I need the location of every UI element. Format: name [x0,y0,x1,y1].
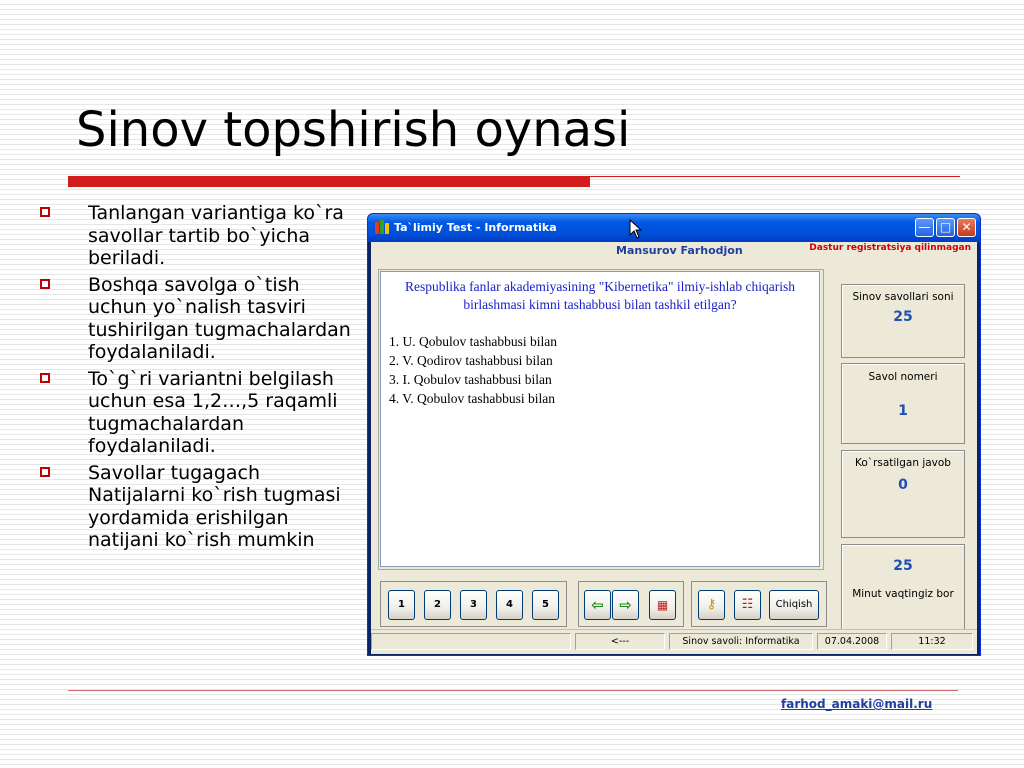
bullet-square-icon [40,207,50,217]
books-button[interactable] [734,590,761,620]
user-name: Mansurov Farhodjon [616,244,743,257]
time-remaining-value: 25 [893,558,913,574]
window-title: Ta`limiy Test - Informatika [394,221,557,234]
title-rule [590,176,960,177]
shown-answer-box [841,450,965,538]
time-remaining-label: Minut vaqtingiz bor [852,588,954,600]
answer-button-2[interactable]: 2 [424,590,451,620]
answer-button-1[interactable]: 1 [388,590,415,620]
bullet-square-icon [40,279,50,289]
maximize-button[interactable]: □ [936,218,955,237]
next-question-button[interactable] [612,590,639,620]
bullet-item [40,368,362,458]
test-window [367,213,981,656]
bullet-text: Boshqa savolga o`tish uchun yo`nalish tasviri tushirilgan tugmachalardan foydalaniladi. [88,273,351,363]
status-subject: Sinov savoli: Informatika [669,633,813,650]
close-button[interactable]: ✕ [957,218,976,237]
app-icon [375,220,389,234]
bullet-square-icon [40,373,50,383]
window-client [371,242,977,654]
bullet-list [40,202,362,556]
mouse-cursor-icon [629,219,643,239]
bullet-item [40,274,362,364]
minimize-button[interactable]: — [915,218,934,237]
bullet-text: To`g`ri variantni belgilash uchun esa 1,2…,5 raqamli tugmachalardan foydalaniladi. [88,367,338,457]
shown-answer-label: Ko`rsatilgan javob [855,457,951,469]
total-questions-value: 25 [893,309,913,325]
answer-option: 3. I. Qobulov tashabbusi bilan [389,372,552,387]
answer-option: 2. V. Qodirov tashabbusi bilan [389,353,553,368]
chart-icon: ▦ [656,598,669,612]
time-remaining-box [841,544,965,632]
status-bar [371,629,977,654]
question-number-label: Savol nomeri [868,371,938,383]
bullet-text: Savollar tugagach Natijalarni ko`rish tugmasi yordamida erishilgan natijani ko`rish mumkin [88,461,341,551]
answer-button-3[interactable]: 3 [460,590,487,620]
previous-question-button[interactable] [584,590,611,620]
status-date: 07.04.2008 [817,633,887,650]
question-text: Respublika fanlar akademiyasining "Kibernetika" ilmiy-ishlab chiqarish birlashmasi kimni tashabbusi bilan tashkil etilgan? [404,279,796,312]
window-titlebar[interactable] [368,214,980,242]
status-cell-empty [371,633,571,650]
answer-button-4[interactable]: 4 [496,590,523,620]
question-number-box [841,363,965,444]
books-icon: ☷ [741,597,754,612]
key-button[interactable] [698,590,725,620]
total-questions-box [841,284,965,358]
arrow-left-icon: ⇦ [591,596,604,614]
arrow-right-icon: ⇨ [619,596,632,614]
question-area [380,271,820,567]
answer-option: 4. V. Qobulov tashabbusi bilan [389,391,556,406]
question-number-value: 1 [898,403,908,419]
footer-rule [68,690,958,691]
results-chart-button[interactable] [649,590,676,620]
status-time: 11:32 [891,633,973,650]
bullet-item [40,202,362,270]
answer-button-5[interactable]: 5 [532,590,559,620]
footer-email-link[interactable]: farhod_amaki@mail.ru [781,697,933,711]
slide-title: Sinov topshirish oynasi [76,102,631,158]
key-icon: ⚷ [706,597,717,612]
answer-option: 1. U. Qobulov tashabbusi bilan [389,334,557,349]
registration-status: Dastur registratsiya qilinmagan [809,243,971,253]
exit-button[interactable]: Chiqish [769,590,819,620]
bullet-text: Tanlangan variantiga ko`ra savollar tartib bo`yicha beriladi. [88,202,344,269]
total-questions-label: Sinov savollari soni [852,291,954,303]
title-underline [68,176,590,187]
status-arrow: <--- [575,633,665,650]
bullet-square-icon [40,467,50,477]
bullet-item [40,462,362,552]
shown-answer-value: 0 [898,477,908,493]
